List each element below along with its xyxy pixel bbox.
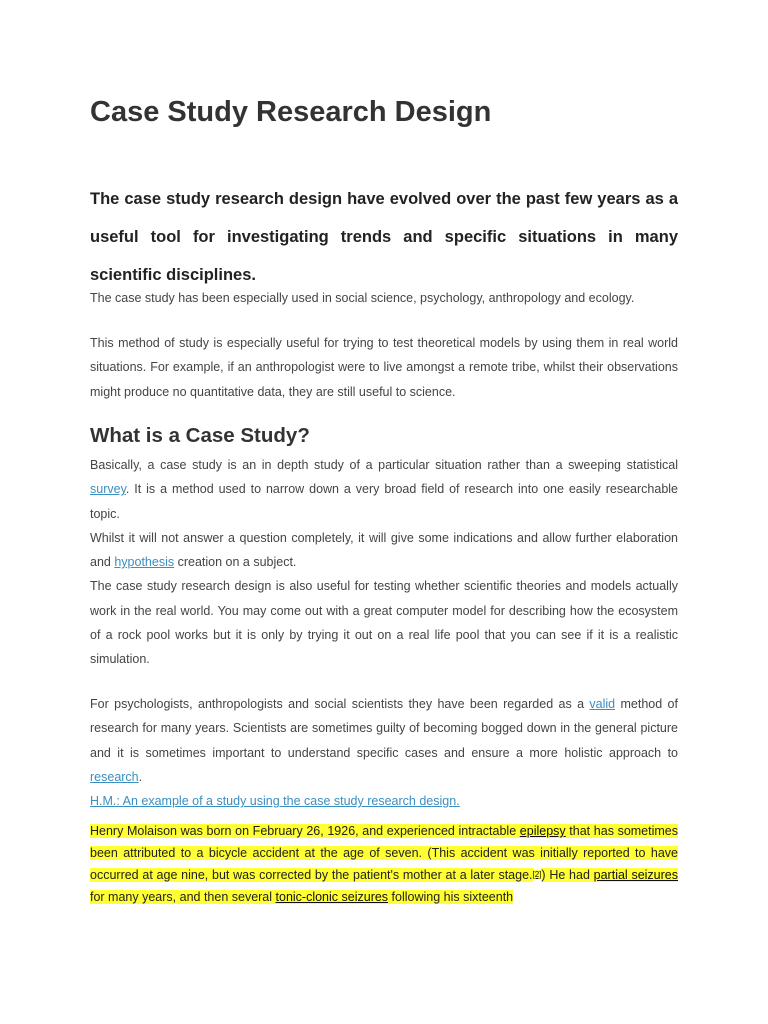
- page-title: Case Study Research Design: [90, 96, 492, 128]
- lead-paragraph: The case study research design have evolved over the past few years as a useful tool for investigating trends and specific situations in many scientific disciplines.: [90, 190, 678, 284]
- hm-example-link[interactable]: H.M.: An example of a study using the case study research design.: [90, 794, 460, 809]
- epilepsy-link[interactable]: epilepsy: [519, 824, 566, 838]
- example-link-line: [90, 789, 678, 813]
- paragraph-text: The case study research design is also useful for testing whether scientific theories and models actually work in the real world. You may come out with a great computer model for describing how the ecosystem of a rock pool works but it is only by trying it out on a real life pool that you can see if it is a realistic simulation.: [90, 579, 678, 667]
- highlighted-text: for many years, and then several: [90, 890, 276, 904]
- paragraph-text: The case study has been especially used in social science, psychology, anthropology and ecology.: [90, 291, 635, 305]
- highlighted-text: that has sometimes been attributed to a bicycle accident at the age of seven. (This accident was initially reported to have occurred at age nine, but was corrected by the patient's mother at a later stage.: [90, 824, 679, 882]
- paragraph-psychologists: [90, 692, 678, 813]
- survey-link[interactable]: survey: [90, 482, 126, 497]
- highlighted-text: ) He had: [541, 868, 594, 882]
- paragraph-definition: [90, 453, 678, 672]
- paragraph-disciplines: [90, 286, 678, 310]
- paragraph-text: [90, 526, 678, 575]
- paragraph-text: This method of study is especially useful for trying to test theoretical models by using them in real world situations. For example, if an anthropologist were to live amongst a remote tribe, whilst their observations might produce no quantitative data, they are still useful to science.: [90, 336, 678, 399]
- text-span: creation on a subject.: [174, 555, 297, 570]
- text-span: Whilst it will not answer a question completely, it will give some indications and allow further elaboration and: [90, 530, 678, 570]
- text-span: .: [138, 769, 143, 784]
- research-link[interactable]: research: [90, 769, 139, 784]
- partial-seizures-link[interactable]: partial seizures: [593, 868, 678, 882]
- text-span: For psychologists, anthropologists and social scientists they have been regarded as a: [90, 697, 590, 711]
- paragraph-text: [90, 692, 678, 789]
- reference-link[interactable]: [2]: [532, 870, 542, 879]
- highlighted-paragraph: [90, 820, 678, 908]
- highlighted-text: Henry Molaison was born on February 26, 1926, and experienced intractable: [90, 824, 520, 838]
- section-heading: What is a Case Study?: [90, 424, 310, 447]
- highlighted-text: following his sixteenth: [388, 890, 514, 904]
- paragraph-text: [90, 453, 678, 526]
- text-span: Basically, a case study is an in depth study of a particular situation rather than a sweeping statistical: [90, 458, 678, 472]
- paragraph-method: [90, 331, 678, 404]
- text-span: method of research for many years. Scientists are sometimes guilty of becoming bogged down in the general picture and it is sometimes important to understand specific cases and ensure a more holistic approach to: [90, 697, 678, 760]
- valid-link[interactable]: valid: [589, 697, 616, 711]
- tonic-clonic-seizures-link[interactable]: tonic-clonic seizures: [275, 890, 389, 904]
- text-span: . It is a method used to narrow down a very broad field of research into one easily researchable topic.: [90, 482, 678, 521]
- hypothesis-link[interactable]: hypothesis: [114, 555, 175, 570]
